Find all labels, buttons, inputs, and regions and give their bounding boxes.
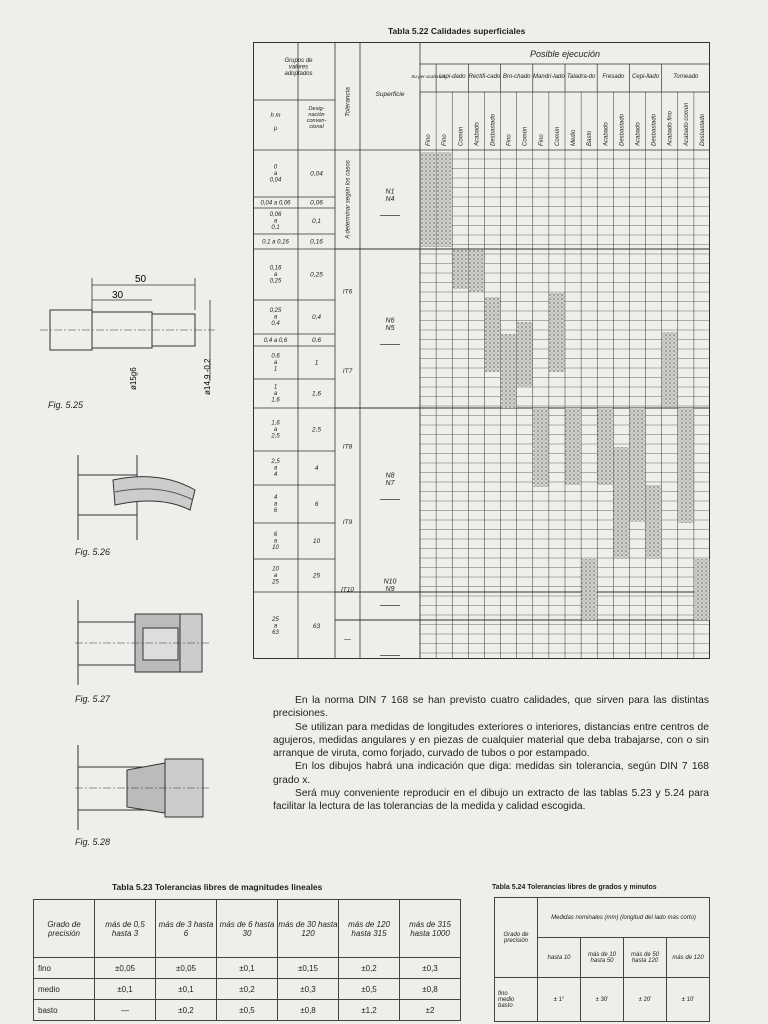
paragraph-3: En los dibujos habrá una indicación que diga: medidas sin tolerancia, según DIN 7 168 grado x. <box>273 761 709 786</box>
t522-row-hm-4: a <box>273 272 278 279</box>
table-5-23-caption: Tabla 5.23 Tolerancias libres de magnitudes lineales <box>112 882 323 892</box>
t522-sub-5: Fino <box>506 134 513 146</box>
t522-row-desig-11: 6 <box>314 501 319 508</box>
t523-cell: medio <box>34 979 95 1000</box>
t522-sub-11: Acabado <box>603 122 610 146</box>
t522-sub-14: Desbastado <box>651 113 658 146</box>
t522-row-hm-4: 0,25 <box>269 278 282 285</box>
t522-row-desig-5: 0,4 <box>311 314 322 321</box>
t523-cell: ±0,1 <box>217 958 278 979</box>
t523-header-2: más de 3 hasta 6 <box>156 900 217 958</box>
t524-main-header: Medidas nominales (mm) (longitud del lado más corto) <box>538 898 710 938</box>
t522-sub-7: Fino <box>538 134 545 146</box>
t522-sub-13: Acabado <box>635 122 642 146</box>
t522-sub-16: Acabado común <box>683 102 690 146</box>
t522-row-hm-4: 0,16 <box>269 265 282 272</box>
t522-hatch-16 <box>582 559 597 620</box>
t522-method-2: Rectifi-cado <box>468 74 501 80</box>
t522-sub-15: Acabado fino <box>667 110 674 146</box>
t522-row-hm-0: a <box>273 171 278 178</box>
t522-row-hm-7: 0,6 <box>271 353 280 360</box>
t522-method-1: Lapi-dado <box>438 74 466 80</box>
t523-cell: — <box>95 1000 156 1021</box>
t522-row-desig-6: 0,6 <box>311 337 322 344</box>
t522-row-hm-12: 10 <box>272 545 279 552</box>
t522-row-desig-2: 0,1 <box>311 218 322 225</box>
dim-diameter-a: ø15g6 <box>129 367 138 390</box>
t522-hatch-7 <box>501 334 516 408</box>
figure-5-25-drawing <box>40 270 240 400</box>
t523-cell: ±1,2 <box>339 1000 400 1021</box>
t522-hatch-17 <box>533 408 548 487</box>
t522-row-hm-10: a <box>273 465 278 472</box>
t524-row-label: fino medio basto <box>495 978 538 1022</box>
t522-row-hm-7: a <box>273 360 278 367</box>
t524-col-header-0: hasta 10 <box>538 938 581 978</box>
t522-sup-2: N8 <box>385 472 395 480</box>
figure-5-27-drawing <box>75 600 210 685</box>
t522-method-3: Bro-chado <box>502 74 531 80</box>
t522-row-hm-13: a <box>273 573 278 580</box>
table-5-24 <box>494 897 710 1022</box>
t522-desig-header: cional <box>309 124 324 131</box>
t522-hatch-4 <box>485 297 500 372</box>
t522-method-8: Torneado <box>673 74 699 80</box>
t522-sup-1: N6 <box>385 317 395 325</box>
dim-30-label: 30 <box>112 290 124 301</box>
t523-cell: fino <box>34 958 95 979</box>
t522-tol-3: IT8 <box>342 443 353 451</box>
t522-row-desig-9: 2,5 <box>311 426 322 434</box>
t522-sup-3: N9 <box>385 586 395 594</box>
t524-col-header-1: más de 10 hasta 50 <box>581 938 624 978</box>
t522-row-hm-10: 2,5 <box>271 459 280 465</box>
t522-sub-10: Basto <box>587 130 594 146</box>
t522-row-desig-10: 4 <box>314 465 319 472</box>
t522-row-hm-2: a <box>273 218 278 225</box>
t522-sub-8: Común <box>554 126 561 146</box>
t523-cell: ±2 <box>400 1000 461 1021</box>
t522-hatch-6 <box>549 292 564 372</box>
t523-cell: ±0,1 <box>156 979 217 1000</box>
t523-header-3: más de 6 hasta 30 <box>217 900 278 958</box>
t522-row-hm-10: 4 <box>273 472 278 479</box>
figure-5-26-drawing <box>75 455 205 540</box>
t522-sub-4: Desbastado <box>490 113 497 146</box>
t522-desig-header: conven- <box>306 118 327 125</box>
t523-header-1: más de 0,5 hasta 3 <box>95 900 156 958</box>
t523-cell: ±0,8 <box>278 1000 339 1021</box>
t522-tol-4: IT9 <box>342 519 353 526</box>
t522-row-hm-2: 0,1 <box>271 225 280 232</box>
t522-tol-0: A determinar según los casos <box>345 160 352 239</box>
t523-cell: ±0,2 <box>339 958 400 979</box>
t522-hm-header: h m <box>270 113 281 119</box>
t522-row-hm-3: 0,1 a 0,16 <box>262 239 289 246</box>
t522-sup-header: Superficie <box>375 91 405 98</box>
t523-header-4: más de 30 hasta 120 <box>278 900 339 958</box>
t524-value-1: ± 30' <box>581 978 624 1022</box>
t522-sub-3: Acabado <box>474 122 481 146</box>
t522-row-hm-13: 25 <box>272 579 279 586</box>
t523-cell: ±0,2 <box>217 979 278 1000</box>
t522-row-hm-11: 6 <box>273 508 278 515</box>
t522-method-0: Su-per-acaba-do <box>411 74 445 79</box>
t522-hatch-15 <box>694 559 709 620</box>
t522-row-hm-5: 0,4 <box>271 321 280 328</box>
t522-tol-2: IT7 <box>342 368 353 375</box>
table-5-22-caption: Tabla 5.22 Calidades superficiales <box>388 26 526 36</box>
t522-hatch-5 <box>517 322 532 387</box>
figure-5-28-label: Fig. 5.28 <box>75 837 111 847</box>
t522-sup-3: N10 <box>383 578 397 586</box>
t522-method-6: Fresado <box>602 74 625 80</box>
t522-row-hm-0: 0,04 <box>269 177 282 184</box>
t522-row-hm-14: 63 <box>272 630 279 637</box>
t522-row-hm-9: a <box>273 427 278 434</box>
t522-hatch-8 <box>566 408 581 485</box>
t522-row-hm-14: a <box>273 623 278 630</box>
t524-grado-header: Grado de precisión <box>495 898 538 978</box>
t522-row-hm-7: 1 <box>273 366 278 373</box>
t522-hatch-13 <box>662 332 677 407</box>
t522-desig-header: nación <box>308 112 325 119</box>
t523-cell: ±0,5 <box>339 979 400 1000</box>
table-5-22 <box>253 42 710 659</box>
t522-sub-1: Fino <box>442 134 449 146</box>
t522-hatch-9 <box>598 408 613 485</box>
t524-value-2: ± 20' <box>624 978 667 1022</box>
figure-5-25-label: Fig. 5.25 <box>48 400 84 410</box>
t522-grupos-header: valores <box>288 64 309 71</box>
t522-row-hm-13: 10 <box>272 566 279 573</box>
dim-diameter-b: ø14,9 -0,2 <box>203 358 212 395</box>
t522-row-hm-8: 1,6 <box>271 397 280 404</box>
t522-sup-0: N4 <box>385 196 395 204</box>
t522-hatch-1 <box>437 152 452 247</box>
t522-row-hm-5: 0,25 <box>269 308 282 314</box>
t522-row-hm-11: a <box>273 501 278 508</box>
t522-row-desig-12: 10 <box>312 538 321 545</box>
t522-row-desig-7: 1 <box>314 359 319 367</box>
t522-desig-header: Desig- <box>308 106 325 112</box>
t522-method-5: Taladra-do <box>566 74 596 80</box>
t522-row-hm-9: 2,5 <box>271 433 280 440</box>
t522-method-4: Mandri-lado <box>533 74 565 80</box>
body-text <box>273 694 709 814</box>
t522-row-desig-13: 25 <box>312 572 321 580</box>
t524-value-0: ± 1° <box>538 978 581 1022</box>
t522-row-desig-3: 0,16 <box>310 238 323 246</box>
t522-tol-header: Tolerancia <box>344 87 352 117</box>
t522-hatch-11 <box>630 408 645 522</box>
t522-sup-2: N7 <box>385 480 395 488</box>
t522-row-hm-0: 0 <box>273 164 278 171</box>
t522-row-hm-9: 1,6 <box>271 420 280 427</box>
t522-row-desig-1: 0,06 <box>310 199 323 207</box>
t522-hatch-2 <box>453 250 468 289</box>
t522-row-hm-8: 1 <box>273 384 278 391</box>
t522-sup-1: N5 <box>385 325 395 333</box>
t522-row-desig-0: 0,04 <box>310 170 323 178</box>
t523-header-5: más de 120 hasta 315 <box>339 900 400 958</box>
t524-value-3: ± 10' <box>667 978 710 1022</box>
t522-sub-12: Desbastado <box>619 113 626 146</box>
t522-row-hm-2: 0,06 <box>269 212 282 218</box>
table-5-24-caption: Tabla 5.24 Tolerancias libres de grados y minutos <box>492 884 657 891</box>
t523-cell: ±0,3 <box>278 979 339 1000</box>
t522-row-hm-12: a <box>273 538 278 545</box>
t522-hatch-0 <box>421 152 436 247</box>
t522-row-desig-4: 0,25 <box>310 271 323 279</box>
t522-hatch-3 <box>469 250 484 292</box>
t522-method-7: Cepi-llado <box>632 74 660 80</box>
t522-row-hm-11: 4 <box>273 495 278 501</box>
t523-cell: ±0,05 <box>95 958 156 979</box>
t522-sub-6: Común <box>522 126 529 146</box>
t524-col-header-2: más de 50 hasta 120 <box>624 938 667 978</box>
t522-tol-1: IT6 <box>342 288 353 296</box>
t522-row-hm-12: 6 <box>273 532 278 538</box>
t523-cell: ±0,5 <box>217 1000 278 1021</box>
t523-cell: basto <box>34 1000 95 1021</box>
dim-50-label: 50 <box>135 274 147 285</box>
t522-grupos-header: Grupos de <box>284 58 313 64</box>
figure-5-26-label: Fig. 5.26 <box>75 547 111 557</box>
t522-row-desig-8: 1,6 <box>311 390 322 398</box>
t522-tol-5: IT10 <box>340 586 355 594</box>
t522-hm-header: µ <box>273 126 278 133</box>
t522-sub-0: Fino <box>426 134 433 146</box>
t522-row-desig-14: 63 <box>312 623 321 630</box>
t522-row-hm-1: 0,04 a 0,06 <box>260 200 291 207</box>
t522-row-hm-14: 25 <box>272 617 279 623</box>
figure-5-28-drawing <box>75 745 210 830</box>
t523-cell: ±0,8 <box>400 979 461 1000</box>
t522-sub-9: Medio <box>571 129 578 146</box>
t522-sup-0: N1 <box>385 188 395 196</box>
paragraph-2: Se utilizan para medidas de longitudes exteriores o interiores, distancias entre centros de agujeros, medidas angulares y en piezas de cualquier material que deba trabajarse, con o sin arranque de viruta, como forjado, curvado de tubos o por estampado. <box>273 721 709 760</box>
t522-sub-2: Común <box>458 126 465 146</box>
table-5-23 <box>33 899 461 1021</box>
t522-row-hm-8: a <box>273 391 278 398</box>
t522-grupos-header: adoptados <box>284 71 313 78</box>
t523-cell: ±0,1 <box>95 979 156 1000</box>
t522-row-hm-6: 0,4 a 0,6 <box>263 338 288 344</box>
paragraph-4: Será muy conveniente reproducir en el dibujo un extracto de las tablas 5.23 y 5.24 para facilitar la lectura de las tolerancias de la medida y calidad escogida. <box>273 788 709 813</box>
t523-cell: ±0,3 <box>400 958 461 979</box>
t523-cell: ±0,2 <box>156 1000 217 1021</box>
t523-header-6: más de 315 hasta 1000 <box>400 900 461 958</box>
t522-row-hm-5: a <box>273 314 278 321</box>
t523-cell: ±0,15 <box>278 958 339 979</box>
t522-sub-17: Desbastado <box>699 113 706 146</box>
paragraph-1: En la norma DIN 7 168 se han previsto cuatro calidades, que sirven para las distintas precisiones. <box>273 695 709 720</box>
t524-col-header-3: más de 120 <box>667 938 710 978</box>
t522-hatch-14 <box>678 408 693 523</box>
t523-header-0: Grado de precisión <box>34 900 95 958</box>
t522-posible-header: Posible ejecución <box>529 49 601 59</box>
t522-hatch-12 <box>646 485 661 559</box>
figure-5-27-label: Fig. 5.27 <box>75 694 111 704</box>
t522-tol-6: — <box>344 636 351 644</box>
t522-hatch-10 <box>614 447 629 559</box>
t523-cell: ±0,05 <box>156 958 217 979</box>
